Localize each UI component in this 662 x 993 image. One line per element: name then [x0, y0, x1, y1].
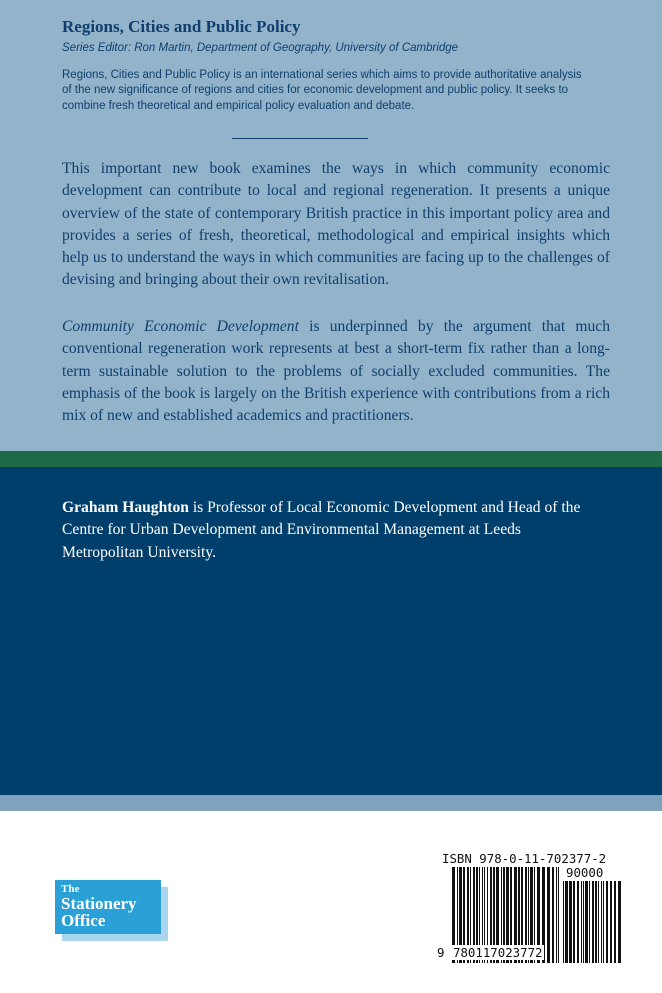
author-bio-text: is Professor of Local Economic Development and Head of the Centre for Urban Development and Environmental Management at Leeds Metropolitan University.	[62, 499, 581, 561]
author-bio	[62, 497, 582, 564]
light-blue-band	[0, 795, 662, 811]
ean-lead-digit: 9	[437, 945, 445, 960]
book-title: Community Economic Development	[62, 318, 299, 335]
blurb-paragraph-2-text: is underpinned by the argument that much conventional regeneration work represents at best a short-term fix rather than a long-term sustainable solution to the problems of socially excluded communities. The emphasis of the book is largely on the British experience with contributions from a rich mix of new and established academics and practitioners.	[62, 318, 611, 425]
barcode-addon-digits: 90000	[566, 865, 604, 880]
divider-line	[232, 138, 368, 139]
ean-digits: 780117023772	[453, 945, 543, 960]
series-title: Regions, Cities and Public Policy	[62, 17, 301, 36]
logo-text-stationery: Stationery	[61, 894, 137, 913]
stationery-office-logo	[55, 880, 161, 934]
series-editor: Series Editor: Ron Martin, Department of Geography, University of Cambridge	[62, 42, 459, 54]
blurb-paragraph-2	[62, 316, 610, 427]
series-description: Regions, Cities and Public Policy is an international series which aims to provide authoritative analysis of the new significance of regions and cities for economic development and public policy. It seeks to combine fresh theoretical and empirical policy evaluation and debate.	[62, 69, 582, 112]
barcode-addon-icon	[563, 881, 623, 963]
logo-text-office: Office	[61, 911, 106, 930]
green-band	[0, 451, 662, 467]
logo-text-the: The	[61, 883, 80, 895]
isbn-text: ISBN 978-0-11-702377-2	[442, 851, 607, 866]
blurb-paragraph-1: This important new book examines the ways in which community economic development can contribute to local and regional regeneration. It presents a unique overview of the state of contemporary British practice in this important policy area and provides a series of fresh, theoretical, methodological and empirical insights which help us to understand the ways in which communities are facing up to the challenges of devising and bringing about their own revitalisation.	[62, 160, 610, 289]
author-name: Graham Haughton	[62, 499, 189, 516]
